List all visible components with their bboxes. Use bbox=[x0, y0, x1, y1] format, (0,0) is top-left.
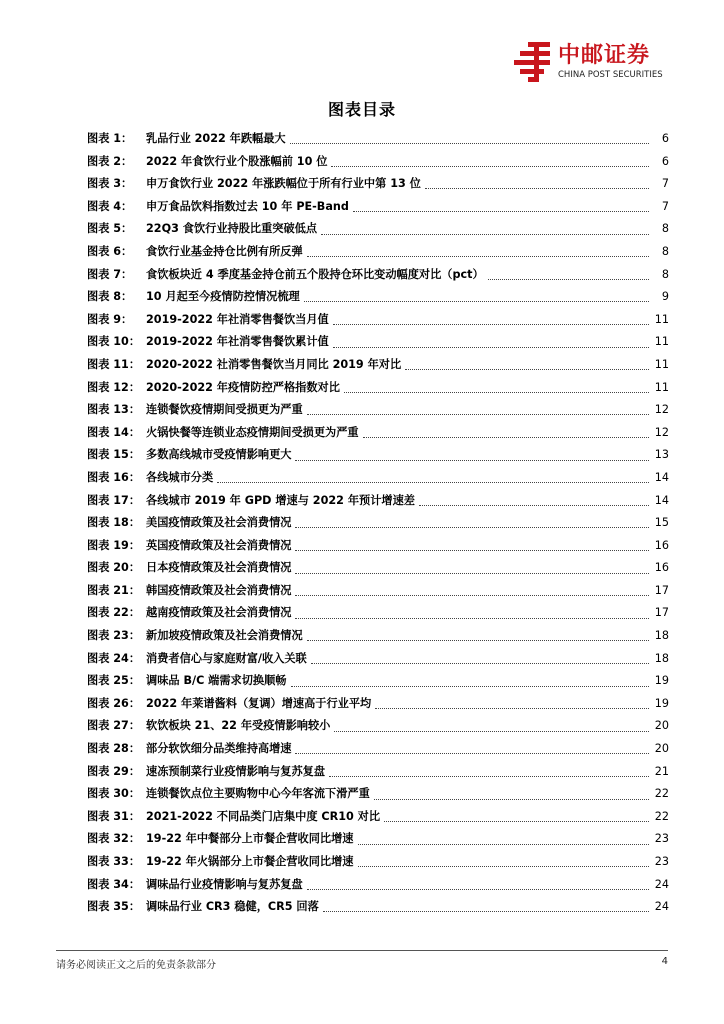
toc-entry-title: 2020-2022 社消零售餐饮当月同比 2019 年对比 bbox=[146, 357, 402, 371]
toc-entry-leader bbox=[344, 391, 649, 393]
toc-entry-leader bbox=[217, 481, 649, 483]
toc-entry[interactable] bbox=[87, 874, 669, 897]
toc-entry-label: 图表 32： bbox=[87, 832, 141, 846]
page-title: 图表目录 bbox=[327, 100, 396, 119]
toc-entry-title: 速冻预制菜行业疫情影响与复苏复盘 bbox=[146, 764, 326, 778]
toc-entry[interactable] bbox=[87, 331, 669, 354]
toc-entry-leader bbox=[295, 459, 649, 461]
toc-entry-label: 图表 35： bbox=[87, 900, 141, 914]
toc-entry[interactable] bbox=[87, 422, 669, 445]
toc-entry-leader bbox=[375, 707, 649, 709]
toc-entry-label: 图表 6： bbox=[87, 244, 133, 258]
toc-entry[interactable] bbox=[87, 580, 669, 603]
toc-entry[interactable] bbox=[87, 151, 669, 174]
toc-entry-leader bbox=[358, 843, 650, 845]
toc-entry-title: 多数高线城市受疫情影响更大 bbox=[146, 448, 292, 462]
brand-name-en: CHINA POST SECURITIES bbox=[558, 70, 663, 80]
toc-entry-leader bbox=[295, 752, 649, 754]
toc-entry-leader bbox=[323, 910, 649, 912]
toc-entry[interactable] bbox=[87, 761, 669, 784]
toc-entry[interactable] bbox=[87, 309, 669, 332]
toc-entry[interactable] bbox=[87, 512, 669, 535]
toc-entry[interactable] bbox=[87, 467, 669, 490]
toc-entry-page: 16 bbox=[654, 538, 669, 552]
toc-entry-title: 19-22 年火锅部分上市餐企营收同比增速 bbox=[146, 855, 354, 868]
footer-divider bbox=[56, 950, 668, 951]
toc-entry-label: 图表 5： bbox=[87, 222, 133, 236]
toc-entry-leader bbox=[295, 572, 649, 574]
toc-entry[interactable] bbox=[87, 738, 669, 761]
toc-entry-title: 软饮板块 21、22 年受疫情影响较小 bbox=[146, 719, 331, 733]
toc-entry-leader bbox=[311, 662, 649, 664]
toc-entry[interactable] bbox=[87, 490, 669, 513]
toc-entry[interactable] bbox=[87, 625, 669, 648]
toc-entry[interactable] bbox=[87, 693, 669, 716]
toc-entry-label: 图表 10： bbox=[87, 335, 141, 349]
toc-entry[interactable] bbox=[87, 896, 669, 919]
toc-entry-leader bbox=[334, 730, 649, 732]
toc-entry-page: 8 bbox=[661, 267, 669, 281]
toc-entry-leader bbox=[331, 165, 649, 167]
toc-entry-title: 日本疫情政策及社会消费情况 bbox=[146, 561, 292, 575]
toc-entry-page: 18 bbox=[654, 651, 669, 665]
toc-entry-page: 12 bbox=[654, 425, 669, 439]
toc-entry-title: 2022 年莱谱酱料（复调）增速高于行业平均 bbox=[146, 696, 372, 710]
toc-entry-leader bbox=[329, 775, 649, 777]
toc-entry-label: 图表 7： bbox=[87, 267, 133, 281]
toc-entry-title: 越南疫情政策及社会消费情况 bbox=[146, 606, 292, 620]
toc-entry[interactable] bbox=[87, 128, 669, 151]
toc-entry-page: 20 bbox=[654, 719, 669, 733]
toc-entry-title: 火锅快餐等连锁业态疫情期间受损更为严重 bbox=[146, 425, 359, 439]
toc-entry-page: 11 bbox=[654, 335, 669, 349]
toc-entry-page: 20 bbox=[654, 742, 669, 756]
toc-entry[interactable] bbox=[87, 286, 669, 309]
toc-entry-page: 8 bbox=[661, 222, 669, 236]
toc-entry-label: 图表 33： bbox=[87, 855, 141, 868]
toc-entry-page: 24 bbox=[654, 877, 669, 891]
toc-entry[interactable] bbox=[87, 648, 669, 671]
toc-entry[interactable] bbox=[87, 218, 669, 241]
toc-entry-label: 图表 2： bbox=[87, 154, 133, 168]
toc-entry-title: 各线城市 2019 年 GPD 增速与 2022 年预计增速差 bbox=[146, 493, 415, 507]
toc-entry-leader bbox=[307, 255, 649, 257]
toc-entry-label: 图表 16： bbox=[87, 470, 141, 484]
toc-entry-label: 图表 27： bbox=[87, 719, 141, 733]
toc-entry-label: 图表 11： bbox=[87, 357, 141, 371]
toc-entry-title: 新加坡疫情政策及社会消费情况 bbox=[146, 629, 303, 643]
toc-entry-leader bbox=[295, 549, 649, 551]
toc-entry-title: 调味品 B/C 端需求切换顺畅 bbox=[146, 674, 287, 688]
toc-entry-leader bbox=[307, 413, 649, 415]
toc-entry-title: 美国疫情政策及社会消费情况 bbox=[146, 516, 292, 530]
toc-entry[interactable] bbox=[87, 670, 669, 693]
toc-entry-page: 22 bbox=[654, 809, 669, 823]
toc-entry[interactable] bbox=[87, 783, 669, 806]
toc-entry-title: 食饮板块近 4 季度基金持仓前五个股持仓环比变动幅度对比（pct） bbox=[146, 267, 484, 281]
toc-entry-leader bbox=[333, 323, 649, 325]
toc-entry-page: 24 bbox=[654, 900, 669, 914]
toc-entry-page: 15 bbox=[654, 516, 669, 530]
toc-entry[interactable] bbox=[87, 196, 669, 219]
toc-entry-title: 申万食饮行业 2022 年涨跌幅位于所有行业中第 13 位 bbox=[146, 177, 421, 191]
toc-entry-label: 图表 12： bbox=[87, 380, 141, 394]
toc-entry-label: 图表 18： bbox=[87, 516, 141, 530]
toc-entry-label: 图表 31： bbox=[87, 809, 141, 823]
toc-entry-title: 乳品行业 2022 年跌幅最大 bbox=[146, 132, 286, 145]
toc-entry[interactable] bbox=[87, 264, 669, 287]
toc-entry-page: 23 bbox=[654, 855, 669, 868]
toc-entry-page: 17 bbox=[654, 606, 669, 620]
toc-entry-leader bbox=[307, 888, 649, 890]
toc-entry-page: 22 bbox=[654, 787, 669, 801]
footer-page-number: 4 bbox=[661, 956, 668, 967]
toc-entry-label: 图表 34： bbox=[87, 877, 141, 891]
toc-entry-leader bbox=[307, 639, 649, 641]
toc-entry-page: 6 bbox=[661, 154, 669, 168]
toc-entry-page: 21 bbox=[654, 764, 669, 778]
toc-entry-title: 调味品行业疫情影响与复苏复盘 bbox=[146, 877, 303, 891]
toc-entry[interactable] bbox=[87, 806, 669, 829]
toc-entry[interactable] bbox=[87, 241, 669, 264]
toc-entry[interactable] bbox=[87, 851, 669, 874]
toc-entry-leader bbox=[419, 504, 649, 506]
toc-entry-page: 7 bbox=[661, 199, 669, 213]
toc-entry-label: 图表 30： bbox=[87, 787, 141, 801]
toc-entry-label: 图表 20： bbox=[87, 561, 141, 575]
toc-entry-title: 2022 年食饮行业个股涨幅前 10 位 bbox=[146, 154, 328, 168]
toc-entry-page: 11 bbox=[654, 357, 669, 371]
toc-entry-leader bbox=[425, 187, 649, 189]
toc-entry-label: 图表 1： bbox=[87, 132, 133, 145]
toc-entry-title: 食饮行业基金持仓比例有所反弹 bbox=[146, 244, 303, 258]
toc-entry-page: 17 bbox=[654, 583, 669, 597]
toc-entry-page: 9 bbox=[661, 290, 669, 304]
toc-entry[interactable] bbox=[87, 444, 669, 467]
china-post-logo-icon bbox=[514, 42, 552, 82]
toc-entry-leader bbox=[353, 210, 649, 212]
toc-entry-title: 部分软饮细分品类维持高增速 bbox=[146, 742, 292, 756]
toc-entry-page: 8 bbox=[661, 244, 669, 258]
toc-entry-page: 11 bbox=[654, 380, 669, 394]
toc-entry-page: 14 bbox=[654, 493, 669, 507]
toc-entry-label: 图表 29： bbox=[87, 764, 141, 778]
toc-entry-leader bbox=[363, 436, 649, 438]
toc-entry[interactable] bbox=[87, 535, 669, 558]
toc-entry-leader bbox=[291, 685, 650, 687]
toc-entry[interactable] bbox=[87, 173, 669, 196]
toc-entry-page: 23 bbox=[654, 832, 669, 846]
toc-entry[interactable] bbox=[87, 377, 669, 400]
table-of-figures bbox=[87, 128, 669, 919]
toc-entry-label: 图表 25： bbox=[87, 674, 141, 688]
brand-name-cn: 中邮证券 bbox=[558, 43, 651, 68]
toc-entry-label: 图表 26： bbox=[87, 696, 141, 710]
toc-entry[interactable] bbox=[87, 399, 669, 422]
toc-entry-leader bbox=[384, 820, 649, 822]
toc-entry-label: 图表 17： bbox=[87, 493, 141, 507]
toc-entry-leader bbox=[295, 617, 649, 619]
toc-entry-leader bbox=[405, 368, 649, 370]
toc-entry-leader bbox=[295, 594, 649, 596]
toc-entry-title: 消费者信心与家庭财富/收入关联 bbox=[146, 651, 307, 665]
toc-entry[interactable] bbox=[87, 557, 669, 580]
toc-entry-label: 图表 23： bbox=[87, 629, 141, 643]
toc-entry-label: 图表 8： bbox=[87, 290, 133, 304]
toc-entry-title: 2020-2022 年疫情防控严格指数对比 bbox=[146, 380, 340, 394]
toc-entry-page: 12 bbox=[654, 403, 669, 417]
toc-entry-page: 14 bbox=[654, 470, 669, 484]
toc-entry-page: 11 bbox=[654, 312, 669, 326]
toc-entry-leader bbox=[321, 233, 649, 235]
toc-entry-label: 图表 13： bbox=[87, 403, 141, 417]
toc-entry-title: 2019-2022 年社消零售餐饮累计值 bbox=[146, 335, 329, 349]
toc-entry-title: 19-22 年中餐部分上市餐企营收同比增速 bbox=[146, 832, 354, 846]
toc-entry-title: 英国疫情政策及社会消费情况 bbox=[146, 538, 292, 552]
toc-entry-title: 韩国疫情政策及社会消费情况 bbox=[146, 583, 292, 597]
toc-entry-label: 图表 3： bbox=[87, 177, 133, 191]
toc-entry-label: 图表 22： bbox=[87, 606, 141, 620]
toc-entry-label: 图表 9： bbox=[87, 312, 133, 326]
toc-entry-label: 图表 4： bbox=[87, 199, 133, 213]
toc-entry-leader bbox=[358, 865, 650, 867]
toc-entry-title: 2021-2022 不同品类门店集中度 CR10 对比 bbox=[146, 809, 381, 823]
toc-entry-label: 图表 19： bbox=[87, 538, 141, 552]
toc-entry-title: 调味品行业 CR3 稳健，CR5 回落 bbox=[146, 900, 319, 914]
toc-entry-title: 22Q3 食饮行业持股比重突破低点 bbox=[146, 222, 318, 236]
toc-entry-page: 18 bbox=[654, 629, 669, 643]
toc-entry-title: 申万食品饮料指数过去 10 年 PE-Band bbox=[146, 199, 349, 213]
toc-entry-title: 各线城市分类 bbox=[146, 470, 214, 484]
toc-entry-label: 图表 21： bbox=[87, 583, 141, 597]
toc-entry-page: 16 bbox=[654, 561, 669, 575]
toc-entry-page: 7 bbox=[661, 177, 669, 191]
toc-entry-page: 13 bbox=[654, 448, 669, 462]
toc-entry-label: 图表 28： bbox=[87, 742, 141, 756]
toc-entry-leader bbox=[295, 526, 649, 528]
toc-entry[interactable] bbox=[87, 354, 669, 377]
toc-entry-title: 连锁餐饮点位主要购物中心今年客流下滑严重 bbox=[146, 787, 370, 801]
toc-entry-leader bbox=[374, 798, 649, 800]
toc-entry[interactable] bbox=[87, 602, 669, 625]
toc-entry-leader bbox=[333, 346, 649, 348]
toc-entry-title: 连锁餐饮疫情期间受损更为严重 bbox=[146, 403, 303, 417]
toc-entry-page: 19 bbox=[654, 674, 669, 688]
toc-entry-page: 19 bbox=[654, 696, 669, 710]
toc-entry-leader bbox=[290, 142, 649, 144]
toc-entry-leader bbox=[304, 300, 649, 302]
toc-entry-label: 图表 14： bbox=[87, 425, 141, 439]
toc-entry-leader bbox=[488, 278, 649, 280]
toc-entry[interactable] bbox=[87, 828, 669, 851]
footer-disclaimer: 请务必阅读正文之后的免责条款部分 bbox=[56, 960, 216, 971]
toc-entry-page: 6 bbox=[661, 132, 669, 145]
toc-entry-title: 2019-2022 年社消零售餐饮当月值 bbox=[146, 312, 329, 326]
toc-entry-label: 图表 15： bbox=[87, 448, 141, 462]
toc-entry[interactable] bbox=[87, 715, 669, 738]
toc-entry-title: 10 月起至今疫情防控情况梳理 bbox=[146, 290, 300, 304]
toc-entry-label: 图表 24： bbox=[87, 651, 141, 665]
